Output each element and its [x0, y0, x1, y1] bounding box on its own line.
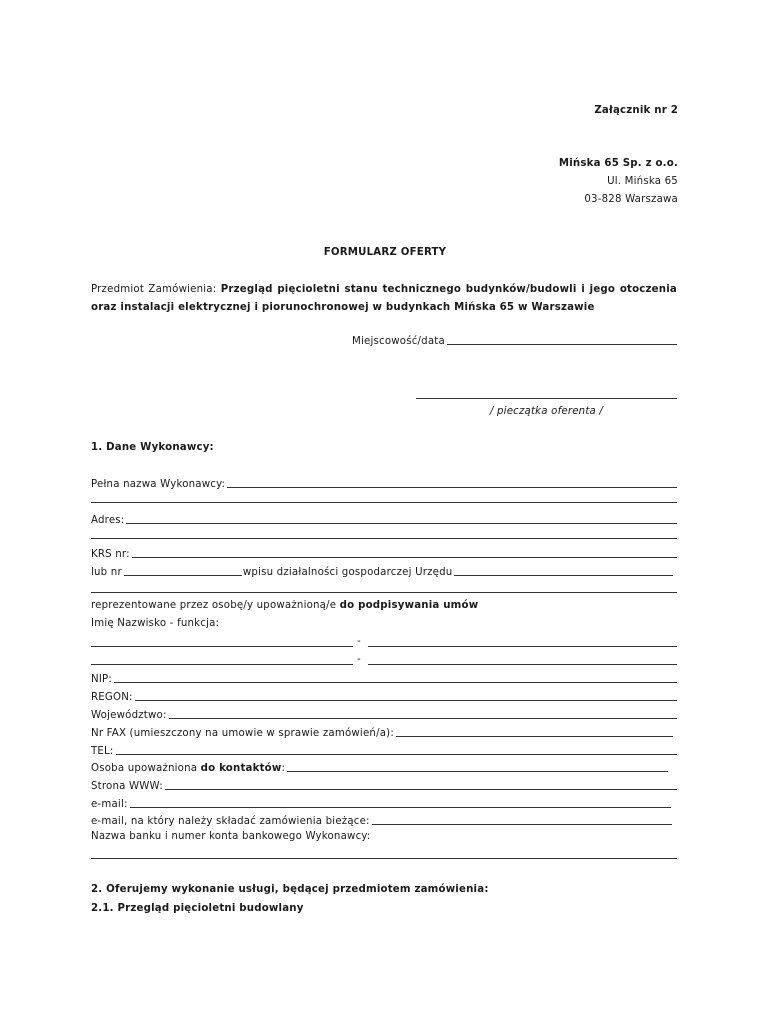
- section-2-heading: 2. Oferujemy wykonanie usługi, będącej przedmiotem zamówienia:: [91, 884, 489, 895]
- section-1-heading: 1. Dane Wykonawcy:: [91, 442, 214, 453]
- contact-person-suffix: :: [281, 763, 286, 774]
- nip-label: NIP:: [91, 674, 113, 685]
- bank-label: Nazwa banku i numer konta bankowego Wykonawcy:: [91, 831, 371, 842]
- represented-by-label: [91, 600, 478, 611]
- company-name: Mińska 65 Sp. z o.o.: [558, 158, 678, 169]
- representative-2-function-line[interactable]: [368, 664, 677, 665]
- place-date-field[interactable]: [352, 333, 677, 347]
- name-function-label: Imię Nazwisko - funkcja:: [91, 618, 220, 629]
- address-field[interactable]: [91, 512, 677, 526]
- company-street: Ul. Mińska 65: [607, 176, 678, 187]
- regon-blank[interactable]: [135, 690, 677, 701]
- register-continuation-line[interactable]: [91, 592, 677, 593]
- krs-label: KRS nr:: [91, 549, 130, 560]
- full-name-blank[interactable]: [227, 477, 677, 488]
- nip-field[interactable]: [91, 671, 677, 685]
- contact-person-blank[interactable]: [287, 761, 668, 772]
- email-orders-blank[interactable]: [372, 814, 672, 825]
- representative-1-function-line[interactable]: [368, 646, 677, 647]
- tel-label: TEL:: [91, 746, 114, 757]
- email-orders-field[interactable]: [91, 813, 672, 827]
- lub-nr-label: lub nr: [91, 567, 122, 578]
- contact-person-label: [91, 763, 287, 774]
- order-subject-text: Przegląd pięcioletni stanu technicznego budynków/budowli i jego otoczenia oraz instalacji elektrycznej i piorunochronowej w budynkach Mińska 65 w Warszawie: [91, 284, 677, 313]
- stamp-signature-line[interactable]: [416, 398, 677, 399]
- email-label: e-mail:: [91, 799, 128, 810]
- register-text: wpisu działalności gospodarczej Urzędu: [242, 567, 453, 578]
- www-blank[interactable]: [165, 779, 677, 790]
- email-blank[interactable]: [130, 797, 671, 808]
- representative-2-dash: -: [357, 654, 361, 665]
- representative-1-dash: -: [357, 636, 361, 647]
- nip-blank[interactable]: [114, 672, 677, 683]
- order-subject: [91, 281, 677, 317]
- contact-person-field[interactable]: [91, 760, 668, 774]
- address-continuation-line[interactable]: [91, 538, 677, 539]
- representative-2-name-line[interactable]: [91, 664, 353, 665]
- represented-by-prefix: reprezentowane przez osobę/y upoważnioną/e: [91, 600, 340, 611]
- tel-blank[interactable]: [116, 744, 677, 755]
- contact-person-prefix: Osoba upoważniona: [91, 763, 201, 774]
- register-field[interactable]: [91, 564, 673, 578]
- place-date-blank[interactable]: [447, 334, 677, 345]
- represented-by-bold: do podpisywania umów: [339, 600, 479, 611]
- fax-blank[interactable]: [396, 726, 673, 737]
- email-field[interactable]: [91, 796, 671, 810]
- order-subject-label: Przedmiot Zamówienia:: [91, 284, 221, 295]
- full-name-label: Pełna nazwa Wykonawcy:: [91, 479, 226, 490]
- place-date-label: Miejscowość/data: [352, 336, 445, 347]
- register-office-blank[interactable]: [454, 565, 673, 576]
- www-field[interactable]: [91, 778, 677, 792]
- email-orders-label: e-mail, na który należy składać zamówienia bieżące:: [91, 816, 370, 827]
- www-label: Strona WWW:: [91, 781, 163, 792]
- address-label: Adres:: [91, 515, 125, 526]
- attachment-label: Załącznik nr 2: [594, 105, 678, 116]
- stamp-caption: / pieczątka oferenta /: [489, 406, 604, 417]
- voivodeship-blank[interactable]: [169, 708, 677, 719]
- fax-label: Nr FAX (umieszczony na umowie w sprawie zamówień/a):: [91, 728, 394, 739]
- bank-account-line[interactable]: [91, 858, 677, 859]
- regon-field[interactable]: [91, 689, 677, 703]
- tel-field[interactable]: [91, 743, 677, 757]
- representative-1-name-line[interactable]: [91, 646, 353, 647]
- voivodeship-field[interactable]: [91, 707, 677, 721]
- full-name-field[interactable]: [91, 476, 677, 490]
- voivodeship-label: Województwo:: [91, 710, 167, 721]
- full-name-continuation-line[interactable]: [91, 502, 677, 503]
- company-city: 03-828 Warszawa: [584, 194, 678, 205]
- form-title: FORMULARZ OFERTY: [323, 247, 447, 258]
- register-number-blank[interactable]: [124, 565, 242, 576]
- krs-blank[interactable]: [132, 547, 677, 558]
- section-2-1-heading: 2.1. Przegląd pięcioletni budowlany: [91, 903, 304, 914]
- address-blank[interactable]: [126, 513, 677, 524]
- krs-field[interactable]: [91, 546, 677, 560]
- regon-label: REGON:: [91, 692, 133, 703]
- fax-field[interactable]: [91, 725, 673, 739]
- contact-person-bold: do kontaktów: [200, 763, 282, 774]
